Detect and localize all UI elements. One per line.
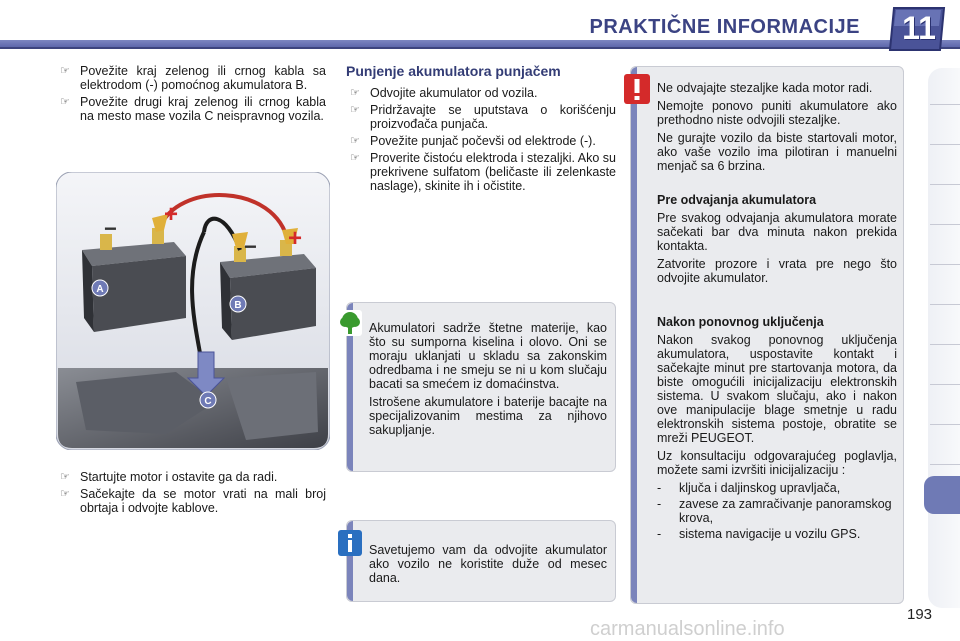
before-text: Pre svakog odvajanja akumulatora morate sačekati bar dva minuta nakon prekida kontakta. — [657, 211, 897, 253]
list-item: ☞ Odvojite akumulator od vozila. — [350, 86, 538, 100]
minus-sign-b: − — [244, 234, 257, 259]
info-text: Savetujemo vam da odvojite akumulator ako vozilo ne koristite duže od mesec dana. — [369, 543, 607, 585]
bullet-hand-icon: ☞ — [350, 135, 360, 147]
header-underline — [0, 47, 960, 49]
list-item: ☞ Povežite punjač počevši od elektrode (-). — [350, 134, 596, 148]
list-item: - zavese za zamračivanje panoramskog krova, — [657, 497, 892, 525]
chapter-tab[interactable] — [930, 350, 960, 385]
chapter-tab[interactable] — [930, 150, 960, 185]
chapter-tab[interactable] — [930, 430, 960, 465]
chapter-tab[interactable] — [930, 230, 960, 265]
plus-sign-a: + — [164, 201, 179, 228]
list-item: - sistema navigacije u vozilu GPS. — [657, 527, 861, 541]
bullet-hand-icon: ☞ — [60, 471, 70, 483]
minus-sign-a: − — [104, 216, 117, 241]
left-top-list — [56, 64, 326, 126]
left-bottom-list — [56, 470, 326, 518]
chapter-number: 11 — [902, 10, 936, 46]
warning-text: Nemojte ponovo puniti akumulatore ako prethodno niste odvojili stezaljke. — [657, 99, 897, 127]
bullet-hand-icon: ☞ — [60, 96, 70, 108]
chapter-tab[interactable] — [930, 70, 960, 105]
warning-text: Ne odvajajte stezaljke kada motor radi. — [657, 81, 873, 95]
list-item: - ključa i daljinskog upravljača, — [657, 481, 841, 495]
list-item: ☞ Povežite kraj zelenog ili crnog kabla sa elektrodom (-) pomoćnog akumulatora B. — [60, 64, 326, 92]
bullet-hand-icon: ☞ — [350, 152, 360, 164]
list-item: ☞ Proverite čistoću elektroda i stezaljki. Ako su prekrivene sulfatom (beličaste ili zelenkaste naslage), skinite ih i očistite. — [350, 151, 616, 193]
chapter-tab[interactable] — [930, 390, 960, 425]
bullet-hand-icon: ☞ — [350, 104, 360, 116]
list-item: ☞ Pridržavajte se uputstava o korišćenju proizvođača punjača. — [350, 103, 616, 131]
warning-icon — [624, 74, 650, 104]
label-a: A — [96, 284, 104, 295]
page-number: 193 — [907, 606, 933, 623]
subheading-before: Pre odvajanja akumulatora — [657, 193, 817, 207]
chapter-tab-active[interactable] — [924, 476, 960, 514]
subheading-after: Nakon ponovnog uključenja — [657, 315, 824, 329]
list-item: ☞ Povežite drugi kraj zelenog ili crnog kabla na mesto mase vozila C neispravnog vozila. — [60, 95, 326, 123]
bullet-hand-icon: ☞ — [350, 87, 360, 99]
info-note-box — [346, 520, 616, 602]
environment-note-box — [346, 302, 616, 472]
after-text: Uz konsultaciju odgovarajućeg poglavlja, možete sami izvršiti inicijalizaciju : — [657, 449, 897, 477]
info-icon — [338, 530, 362, 556]
page-title: PRAKTIČNE INFORMACIJE — [589, 16, 860, 38]
plus-sign-b: + — [288, 225, 303, 252]
eco-text: Istrošene akumulatore i baterije bacajte na specijalizovanim mestima za njihovo sakupljanje. — [369, 395, 607, 437]
chapter-tab[interactable] — [930, 270, 960, 305]
before-text: Zatvorite prozore i vrata pre nego što odvojite akumulator. — [657, 257, 897, 285]
list-item: ☞ Startujte motor i ostavite ga da radi. — [60, 470, 278, 484]
after-text: Nakon svakog ponovnog uključenja akumulatora, uspostavite kontakt i sačekajte minut pre startovanja motora, da biste omogućili inicijalizaciju elektronskih sistema. U svakom slučaju, ako i nakon ove manipulacije blage smetnje u radu elektronskih sistema postoje, obratite se mreži PEUGEOT. — [657, 333, 897, 445]
charging-section — [346, 64, 616, 196]
chapter-tab[interactable] — [930, 190, 960, 225]
chapter-tab[interactable] — [930, 310, 960, 345]
label-c: C — [204, 396, 212, 407]
watermark: carmanualsonline.info — [590, 618, 785, 640]
section-heading: Punjenje akumulatora punjačem — [346, 63, 561, 79]
list-item: ☞ Sačekajte da se motor vrati na mali broj obrtaja i odvojte kablove. — [60, 487, 326, 515]
bullet-hand-icon: ☞ — [60, 65, 70, 77]
eco-text: Akumulatori sadrže štetne materije, kao što su sumporna kiselina i olovo. Oni se moraju uklanjati u skladu sa zakonskim odredbama i ne smeju se ni u kom slučaju bacati sa smećem iz domaćinstva. — [369, 321, 607, 391]
chapter-tab[interactable] — [930, 110, 960, 145]
bullet-hand-icon: ☞ — [60, 488, 70, 500]
tree-icon — [338, 310, 362, 336]
jump-start-illustration — [56, 172, 330, 450]
label-b: B — [234, 300, 242, 311]
warning-box — [630, 66, 904, 604]
warning-text: Ne gurajte vozilo da biste startovali motor, ako vaše vozilo ima pilotiran i manuelni menjač sa 6 brzina. — [657, 131, 897, 173]
